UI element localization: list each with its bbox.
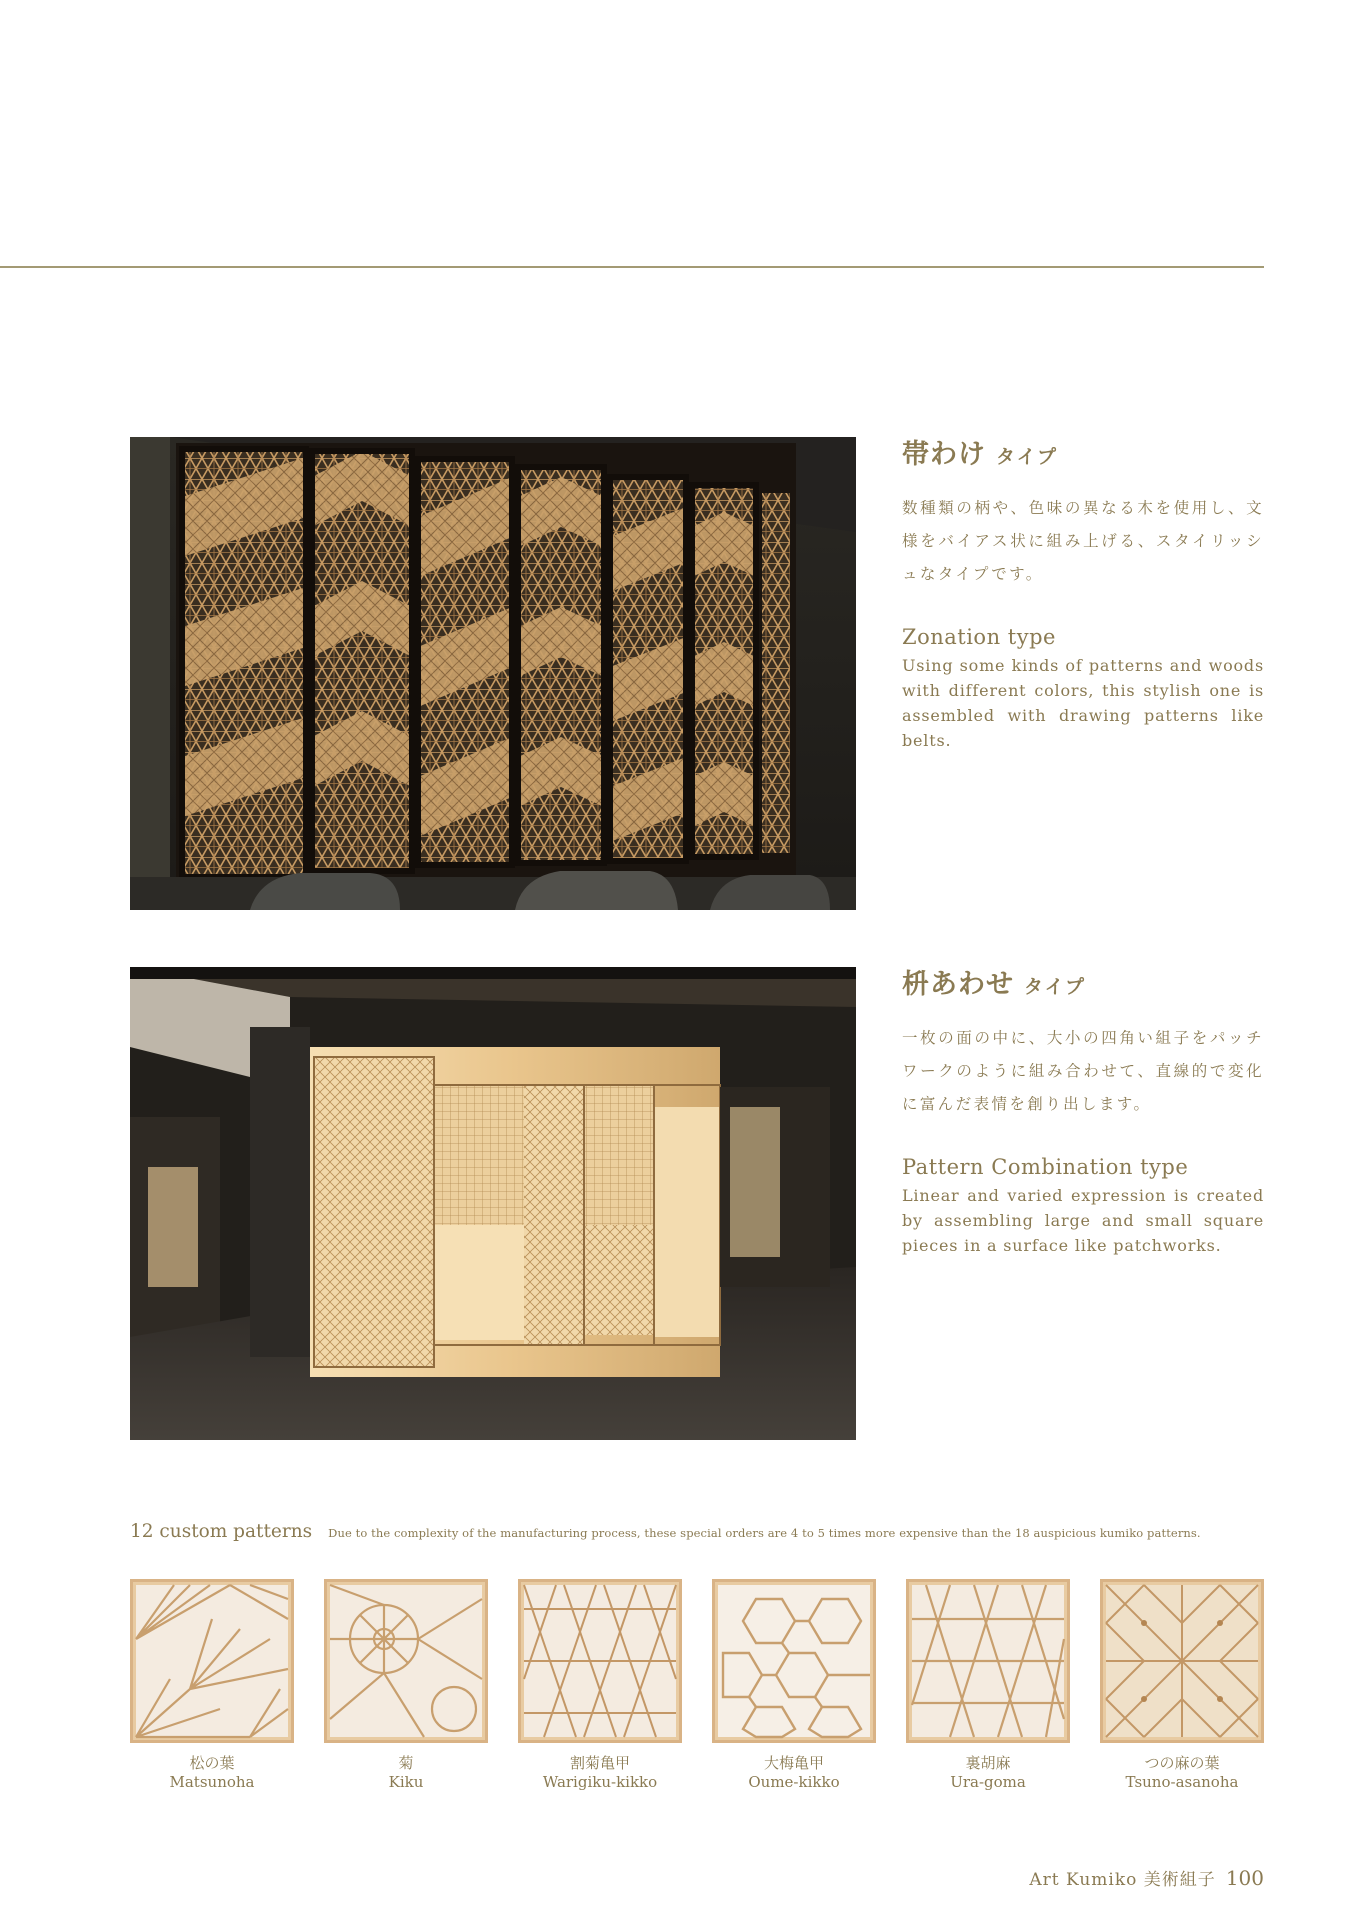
pattern-tiles [130,1579,1264,1709]
oume-kikko-jp-label: 大梅亀甲 [763,1754,824,1772]
kiku-tile [324,1579,488,1743]
tsuno-asanoha-caption [1082,1754,1282,1792]
footer-brand: Art Kumiko 美術組子 [1029,1870,1216,1890]
tsuno-asanoha-jp-label: つの麻の葉 [1144,1754,1220,1772]
kiku-jp-label: 菊 [398,1754,414,1772]
ura-goma-jp-label: 裏胡麻 [965,1754,1011,1772]
pattern-combination-type-photo [130,967,856,1440]
zonation-jp-title: 帯わけ タイプ [902,439,1059,470]
pattern-combination-jp-title: 枡あわせ タイプ [902,969,1087,1000]
pattern-combination-en-description: Linear and varied expression is created by assembling large and small square pieces in a surface like patchworks. [902,1186,1264,1255]
kiku-caption [306,1754,506,1792]
oume-kikko-caption [694,1754,894,1792]
custom-patterns-title: 12 custom patterns [130,1521,313,1542]
zonation-jp-title-sub: タイプ [996,446,1059,468]
matsunoha-jp-label: 松の葉 [189,1754,235,1772]
tsuno-asanoha-en-label: Tsuno-asanoha [1125,1773,1239,1791]
zonation-section [902,432,1264,753]
tsuno-asanoha-tile [1100,1579,1264,1743]
warigiku-kikko-jp-label: 割菊亀甲 [569,1754,630,1772]
matsunoha-tile [130,1579,294,1743]
pattern-combination-section [902,962,1264,1258]
ura-goma-en-label: Ura-goma [950,1773,1026,1791]
warigiku-kikko-en-label: Warigiku-kikko [542,1773,658,1791]
custom-patterns-header [130,1521,1264,1542]
kiku-en-label: Kiku [388,1773,424,1791]
matsunoha-caption [112,1754,312,1792]
ura-goma-tile [906,1579,1070,1743]
pattern-combination-en-title: Pattern Combination type [902,1155,1189,1179]
warigiku-kikko-caption [500,1754,700,1792]
oume-kikko-tile [712,1579,876,1743]
pattern-combination-jp-description: 一枚の面の中に、大小の四角い組子をパッチワークのように組み合わせて、直線的で変化に富んだ表情を創り出します。 [902,1029,1264,1113]
oume-kikko-en-label: Oume-kikko [748,1773,840,1791]
ura-goma-caption [888,1754,1088,1792]
zonation-en-description: Using some kinds of patterns and woods with different colors, this stylish one is assembled with drawing patterns like belts. [902,656,1264,750]
zonation-jp-description: 数種類の柄や、色味の異なる木を使用し、文様をバイアス状に組み上げる、スタイリッシュなタイプです。 [902,499,1264,583]
page-number: 100 [1225,1866,1264,1890]
custom-patterns-note: Due to the complexity of the manufacturing process, these special orders are 4 to 5 times more expensive than the 18 auspicious kumiko patterns. [328,1526,1201,1540]
pattern-combination-jp-title-sub: タイプ [1024,976,1087,998]
warigiku-kikko-tile [518,1579,682,1743]
zonation-en-title: Zonation type [902,625,1056,649]
top-rule [0,266,1264,268]
page-footer [1029,1865,1264,1890]
zonation-type-photo [130,437,856,910]
matsunoha-en-label: Matsunoha [169,1773,255,1791]
